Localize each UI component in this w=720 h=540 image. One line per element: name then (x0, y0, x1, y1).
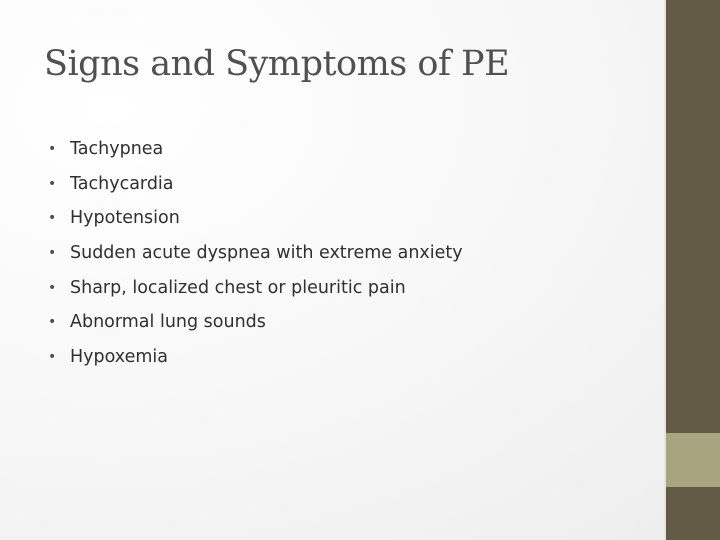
bullet-text: Tachycardia (70, 173, 174, 194)
bullet-icon: • (48, 210, 57, 227)
side-bar-accent-block (666, 433, 720, 487)
bullet-item-tachycardia (48, 167, 463, 202)
bullet-icon: • (48, 175, 57, 192)
bullet-text: Sharp, localized chest or pleuritic pain (70, 277, 406, 298)
bullet-icon: • (48, 348, 57, 365)
bullet-item-hypoxemia (48, 340, 463, 375)
bullet-text: Hypotension (70, 208, 180, 229)
bullet-icon: • (48, 141, 57, 158)
bullet-text: Sudden acute dyspnea with extreme anxiety (70, 243, 463, 264)
bullet-text: Tachypnea (70, 139, 164, 160)
bullet-item-chest-pain (48, 270, 463, 305)
bullet-item-lung-sounds (48, 305, 463, 340)
bullet-icon: • (48, 314, 57, 331)
bullet-item-hypotension (48, 201, 463, 236)
slide-title: Signs and Symptoms of PE (44, 44, 510, 84)
bullet-list (48, 132, 463, 374)
bullet-item-dyspnea (48, 236, 463, 271)
bullet-item-tachypnea (48, 132, 463, 167)
bullet-icon: • (48, 245, 57, 262)
bullet-text: Hypoxemia (70, 346, 169, 367)
bullet-text: Abnormal lung sounds (70, 312, 266, 333)
bullet-icon: • (48, 279, 57, 296)
